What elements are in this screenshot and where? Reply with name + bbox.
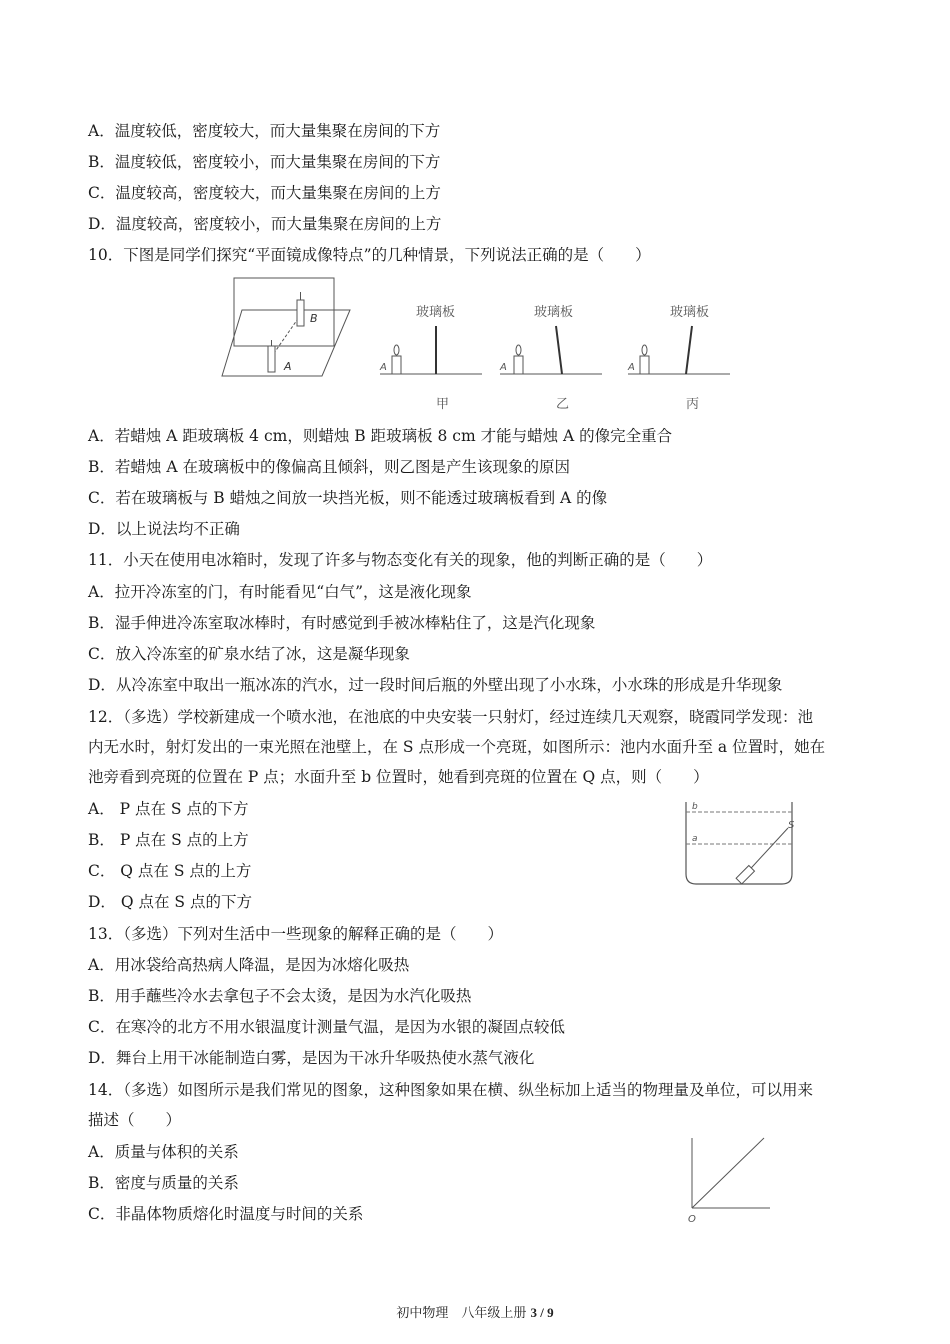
page-number: 3 / 9 [530,1305,554,1320]
q13-option-c: C．在寒冷的北方不用水银温度计测量气温，是因为水银的凝固点较低 [88,1018,565,1036]
q14-option-c: C．非晶体物质熔化时温度与时间的关系 [88,1205,364,1223]
q13-option-a: A．用冰袋给高热病人降温，是因为冰熔化吸热 [88,956,410,974]
graph-origin-label: O [688,1214,696,1224]
q9-option-c: C．温度较高，密度较大，而大量集聚在房间的上方 [88,184,441,202]
q12-option-d: D． Q 点在 S 点的下方 [88,893,252,911]
glass-label-2: 玻璃板 [534,305,574,320]
q10-option-d: D．以上说法均不正确 [88,520,240,538]
q11-option-d: D．从冷冻室中取出一瓶冰冻的汽水，过一段时间后瓶的外壁出现了小水珠，小水珠的形成是升华现象 [88,676,783,694]
q12-option-a: A． P 点在 S 点的下方 [88,800,249,818]
q13-stem: 13．（多选）下列对生活中一些现象的解释正确的是（ ） [88,925,503,943]
q14-figure-graph [682,1134,772,1224]
pool-label-b: b [692,802,698,812]
label-b: B [310,312,318,325]
glass-label-3: 玻璃板 [670,305,710,320]
footer-text: 初中物理 八年级上册 [396,1306,527,1321]
q12-option-c: C． Q 点在 S 点的上方 [88,862,252,880]
pool-label-s: S [788,820,795,831]
q10-option-b: B．若蜡烛 A 在玻璃板中的像偏高且倾斜，则乙图是产生该现象的原因 [88,458,570,476]
label-a: A [284,360,292,373]
q10-option-c: C．若在玻璃板与 B 蜡烛之间放一块挡光板，则不能透过玻璃板看到 A 的像 [88,489,608,507]
q9-option-b: B．温度较低，密度较小，而大量集聚在房间的下方 [88,153,441,171]
page-footer [0,1302,950,1321]
q10-option-a: A．若蜡烛 A 距玻璃板 4 cm，则蜡烛 B 距玻璃板 8 cm 才能与蜡烛 A 的像完全重合 [88,427,673,445]
svg-text:A: A [500,362,507,373]
q12-stem-line-3: 池旁看到亮斑的位置在 P 点；水面升至 b 位置时，她看到亮斑的位置在 Q 点，则（ ） [88,768,709,786]
panel-label-bing: 丙 [686,397,700,412]
panel-label-yi: 乙 [556,397,570,412]
q14-stem-line-1: 14．（多选）如图所示是我们常见的图象，这种图象如果在横、纵坐标加上适当的物理量及单位，可以用来 [88,1081,813,1099]
q12-stem-line-2: 内无水时，射灯发出的一束光照在池壁上，在 S 点形成一个亮斑，如图所示：池内水面升至 a 位置时，她在 [88,738,826,756]
q10-figure-setup [220,274,355,382]
svg-text:A: A [380,362,387,373]
q14-option-b: B．密度与质量的关系 [88,1174,239,1192]
svg-text:A: A [628,362,635,373]
q11-option-a: A．拉开冷冻室的门，有时能看见“白气”，这是液化现象 [88,583,472,601]
q12-stem-line-1: 12．（多选）学校新建成一个喷水池，在池底的中央安装一只射灯，经过连续几天观察，晓霞同学发现：池 [88,708,813,726]
q13-option-d: D．舞台上用干冰能制造白雾，是因为干冰升华吸热使水蒸气液化 [88,1049,535,1067]
pool-label-a: a [692,834,698,844]
q10-figure-panels [378,300,730,412]
glass-label-1: 玻璃板 [416,305,456,320]
q11-option-c: C．放入冷冻室的矿泉水结了冰，这是凝华现象 [88,645,410,663]
q11-stem: 11．小天在使用电冰箱时，发现了许多与物态变化有关的现象，他的判断正确的是（ ） [88,551,713,569]
q11-option-b: B．湿手伸进冷冻室取冰棒时，有时感觉到手被冰棒粘住了，这是汽化现象 [88,614,596,632]
q9-option-d: D．温度较高，密度较小，而大量集聚在房间的上方 [88,215,442,233]
panel-label-jia: 甲 [436,397,450,412]
q14-option-a: A．质量与体积的关系 [88,1143,239,1161]
q10-stem: 10．下图是同学们探究“平面镜成像特点”的几种情景，下列说法正确的是（ ） [88,246,651,264]
q12-figure-pool [680,798,800,890]
q14-stem-line-2: 描述（ ） [88,1111,182,1129]
q12-option-b: B． P 点在 S 点的上方 [88,831,249,849]
q9-option-a: A．温度较低，密度较大，而大量集聚在房间的下方 [88,122,441,140]
q13-option-b: B．用手蘸些冷水去拿包子不会太烫，是因为水汽化吸热 [88,987,472,1005]
